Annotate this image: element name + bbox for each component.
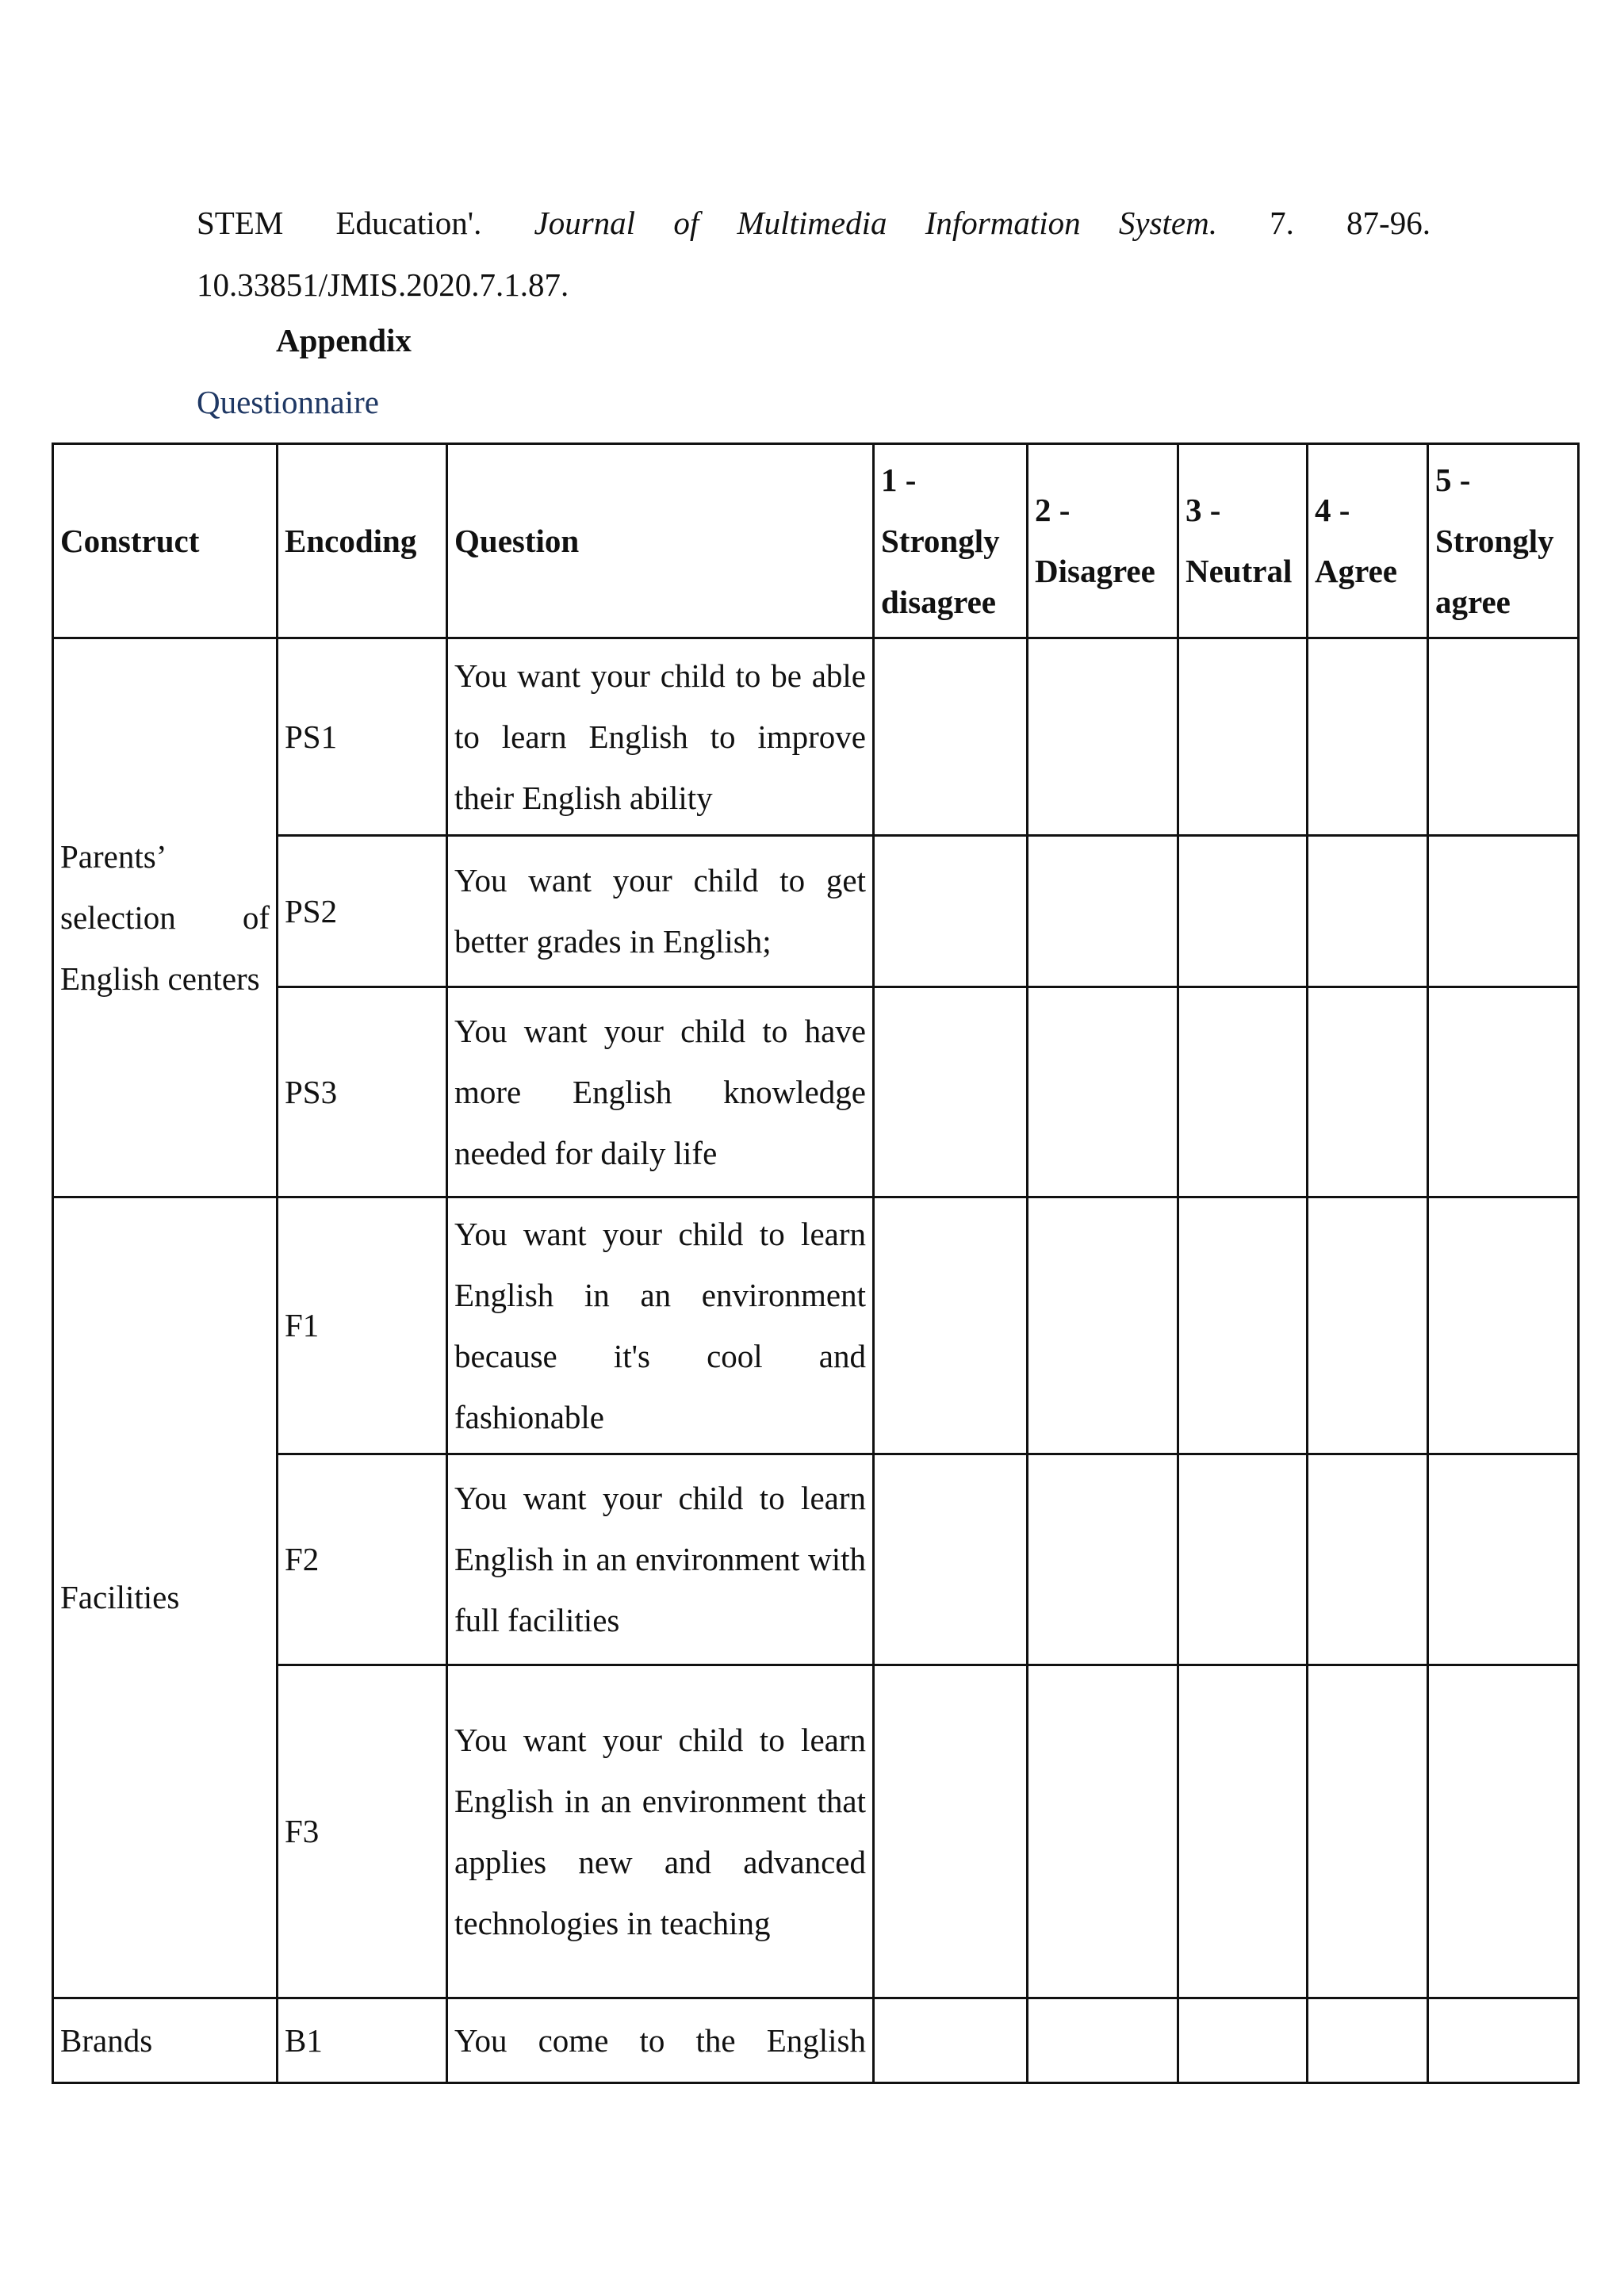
table-row	[53, 1454, 1579, 1665]
header-strongly-disagree: 1 - Strongly disagree	[874, 444, 1028, 638]
reference-journal: Journal of Multimedia Information System.	[534, 205, 1217, 241]
rating-cell-2[interactable]	[1028, 1197, 1178, 1454]
rating-cell-4[interactable]	[1308, 638, 1428, 836]
rating-cell-5[interactable]	[1428, 1197, 1579, 1454]
table-row	[53, 1998, 1579, 2083]
question-cell: You want your child to be able to learn English to improve their English ability	[447, 638, 874, 836]
table-row	[53, 987, 1579, 1197]
header-neutral: 3 - Neutral	[1178, 444, 1308, 638]
construct-parents-selection: Parents’ selection of English centers	[53, 638, 278, 1197]
construct-brands: Brands	[53, 1998, 278, 2083]
rating-cell-3[interactable]	[1178, 1454, 1308, 1665]
encoding-cell: F2	[278, 1454, 447, 1665]
encoding-cell: PS3	[278, 987, 447, 1197]
table-row	[53, 836, 1579, 987]
reference-volume: 7.	[1270, 205, 1294, 241]
rating-cell-3[interactable]	[1178, 1197, 1308, 1454]
construct-facilities: Facilities	[53, 1197, 278, 1998]
rating-cell-5[interactable]	[1428, 1454, 1579, 1665]
rating-cell-3[interactable]	[1178, 1998, 1308, 2083]
encoding-cell: F3	[278, 1665, 447, 1998]
rating-cell-1[interactable]	[874, 987, 1028, 1197]
rating-cell-3[interactable]	[1178, 987, 1308, 1197]
rating-cell-5[interactable]	[1428, 1998, 1579, 2083]
rating-cell-3[interactable]	[1178, 1665, 1308, 1998]
question-cell: You want your child to have more English knowledge needed for daily life	[447, 987, 874, 1197]
rating-cell-1[interactable]	[874, 836, 1028, 987]
rating-cell-2[interactable]	[1028, 987, 1178, 1197]
rating-cell-5[interactable]	[1428, 987, 1579, 1197]
table-header-row	[53, 444, 1579, 638]
rating-cell-3[interactable]	[1178, 638, 1308, 836]
reference-entry	[197, 192, 1431, 316]
table-row	[53, 1197, 1579, 1454]
reference-word-stem: STEM	[197, 205, 284, 241]
questionnaire-table	[52, 443, 1580, 2084]
header-question: Question	[447, 444, 874, 638]
rating-cell-2[interactable]	[1028, 1454, 1178, 1665]
reference-line-1	[197, 192, 1431, 254]
header-construct: Construct	[53, 444, 278, 638]
question-cell: You want your child to learn English in an environment that applies new and advanced technologies in teaching	[447, 1665, 874, 1998]
header-strongly-agree: 5 - Strongly agree	[1428, 444, 1579, 638]
rating-cell-1[interactable]	[874, 1197, 1028, 1454]
rating-cell-4[interactable]	[1308, 836, 1428, 987]
reference-line-2: 10.33851/JMIS.2020.7.1.87.	[197, 266, 569, 303]
encoding-cell: B1	[278, 1998, 447, 2083]
encoding-cell: F1	[278, 1197, 447, 1454]
reference-pages: 87-96.	[1346, 205, 1431, 241]
rating-cell-2[interactable]	[1028, 1998, 1178, 2083]
rating-cell-2[interactable]	[1028, 1665, 1178, 1998]
rating-cell-4[interactable]	[1308, 1197, 1428, 1454]
rating-cell-1[interactable]	[874, 1454, 1028, 1665]
reference-word-education: Education'.	[335, 205, 482, 241]
rating-cell-4[interactable]	[1308, 1998, 1428, 2083]
rating-cell-4[interactable]	[1308, 1454, 1428, 1665]
rating-cell-2[interactable]	[1028, 836, 1178, 987]
questionnaire-label: Questionnaire	[197, 384, 379, 420]
question-cell: You come to the English	[447, 1998, 874, 2083]
rating-cell-5[interactable]	[1428, 638, 1579, 836]
rating-cell-5[interactable]	[1428, 1665, 1579, 1998]
header-encoding: Encoding	[278, 444, 447, 638]
rating-cell-2[interactable]	[1028, 638, 1178, 836]
table-row	[53, 1665, 1579, 1998]
rating-cell-5[interactable]	[1428, 836, 1579, 987]
rating-cell-3[interactable]	[1178, 836, 1308, 987]
appendix-heading: Appendix	[276, 322, 412, 358]
encoding-cell: PS1	[278, 638, 447, 836]
rating-cell-1[interactable]	[874, 1998, 1028, 2083]
header-disagree: 2 - Disagree	[1028, 444, 1178, 638]
rating-cell-4[interactable]	[1308, 1665, 1428, 1998]
question-cell: You want your child to get better grades in English;	[447, 836, 874, 987]
table-row	[53, 638, 1579, 836]
encoding-cell: PS2	[278, 836, 447, 987]
rating-cell-1[interactable]	[874, 638, 1028, 836]
rating-cell-1[interactable]	[874, 1665, 1028, 1998]
rating-cell-4[interactable]	[1308, 987, 1428, 1197]
question-cell: You want your child to learn English in an environment because it's cool and fashionable	[447, 1197, 874, 1454]
header-agree: 4 - Agree	[1308, 444, 1428, 638]
question-cell: You want your child to learn English in an environment with full facilities	[447, 1454, 874, 1665]
